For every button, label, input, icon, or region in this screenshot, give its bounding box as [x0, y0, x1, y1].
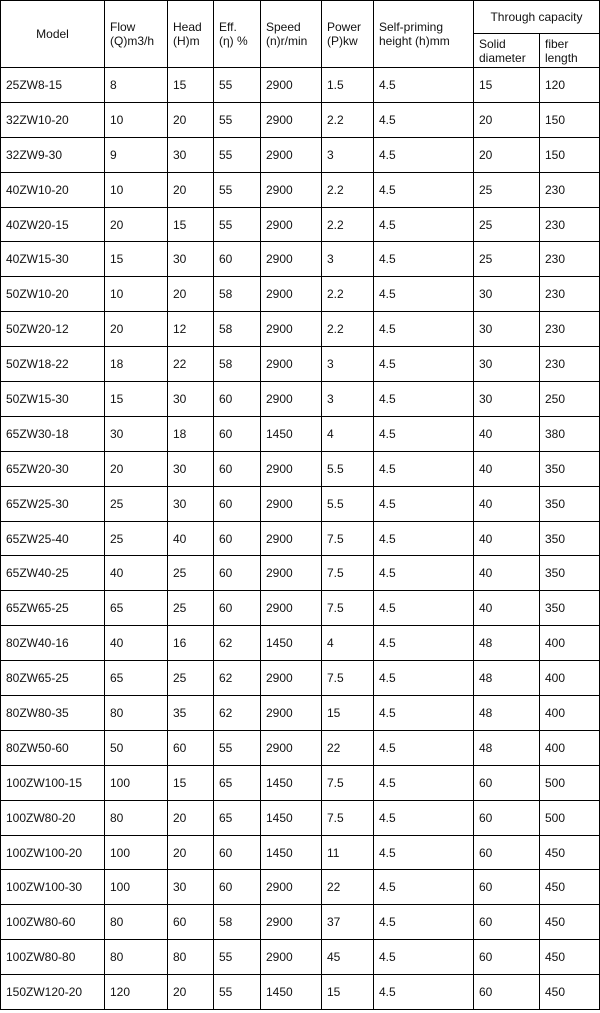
solid-diameter-cell: 48	[474, 730, 540, 765]
fiber-length-cell: 450	[540, 905, 600, 940]
power-cell: 1.5	[322, 68, 374, 103]
flow-cell: 120	[105, 975, 168, 1010]
power-cell: 7.5	[322, 765, 374, 800]
speed-cell: 1450	[261, 975, 322, 1010]
flow-cell: 100	[105, 835, 168, 870]
speed-cell: 1450	[261, 416, 322, 451]
header-self-priming	[374, 1, 474, 68]
self-priming-cell: 4.5	[374, 137, 474, 172]
solid-diameter-cell: 60	[474, 905, 540, 940]
table-row	[1, 661, 600, 696]
table-row	[1, 451, 600, 486]
self-priming-cell: 4.5	[374, 800, 474, 835]
table-row	[1, 382, 600, 417]
flow-cell: 20	[105, 451, 168, 486]
efficiency-cell: 58	[214, 312, 261, 347]
table-row	[1, 975, 600, 1010]
self-priming-cell: 4.5	[374, 486, 474, 521]
table-body	[1, 68, 600, 1010]
solid-diameter-cell: 40	[474, 591, 540, 626]
table-row	[1, 626, 600, 661]
table-row	[1, 416, 600, 451]
solid-diameter-cell: 40	[474, 521, 540, 556]
solid-diameter-cell: 48	[474, 626, 540, 661]
self-priming-cell: 4.5	[374, 905, 474, 940]
fiber-length-cell: 120	[540, 68, 600, 103]
speed-cell: 1450	[261, 835, 322, 870]
table-row	[1, 696, 600, 731]
header-power	[322, 1, 374, 68]
fiber-length-cell: 500	[540, 800, 600, 835]
table-row	[1, 172, 600, 207]
table-row	[1, 68, 600, 103]
efficiency-cell: 60	[214, 835, 261, 870]
head-cell: 30	[168, 870, 214, 905]
power-cell: 3	[322, 347, 374, 382]
fiber-length-cell: 450	[540, 870, 600, 905]
model-cell: 100ZW80-60	[1, 905, 105, 940]
header-self-priming-line1: Self-priming	[379, 20, 444, 34]
header-flow-line2: (Q)m3/h	[110, 34, 155, 48]
header-speed-line2: (n)r/min	[266, 34, 308, 48]
head-cell: 20	[168, 277, 214, 312]
table-row	[1, 800, 600, 835]
fiber-length-cell: 500	[540, 765, 600, 800]
table-header	[1, 1, 600, 68]
efficiency-cell: 60	[214, 416, 261, 451]
solid-diameter-cell: 48	[474, 661, 540, 696]
fiber-length-cell: 150	[540, 137, 600, 172]
fiber-length-cell: 230	[540, 277, 600, 312]
head-cell: 22	[168, 347, 214, 382]
head-cell: 15	[168, 765, 214, 800]
head-cell: 30	[168, 242, 214, 277]
efficiency-cell: 65	[214, 765, 261, 800]
efficiency-cell: 60	[214, 486, 261, 521]
flow-cell: 15	[105, 382, 168, 417]
fiber-length-cell: 450	[540, 940, 600, 975]
head-cell: 30	[168, 137, 214, 172]
head-cell: 30	[168, 382, 214, 417]
flow-cell: 25	[105, 486, 168, 521]
speed-cell: 1450	[261, 626, 322, 661]
self-priming-cell: 4.5	[374, 312, 474, 347]
flow-cell: 80	[105, 905, 168, 940]
power-cell: 22	[322, 870, 374, 905]
flow-cell: 80	[105, 940, 168, 975]
header-solid-diameter	[474, 34, 540, 68]
model-cell: 32ZW9-30	[1, 137, 105, 172]
head-cell: 35	[168, 696, 214, 731]
speed-cell: 2900	[261, 242, 322, 277]
head-cell: 12	[168, 312, 214, 347]
flow-cell: 80	[105, 800, 168, 835]
flow-cell: 18	[105, 347, 168, 382]
fiber-length-cell: 450	[540, 975, 600, 1010]
head-cell: 25	[168, 591, 214, 626]
efficiency-cell: 60	[214, 591, 261, 626]
self-priming-cell: 4.5	[374, 521, 474, 556]
speed-cell: 2900	[261, 172, 322, 207]
fiber-length-cell: 350	[540, 556, 600, 591]
fiber-length-cell: 230	[540, 242, 600, 277]
speed-cell: 2900	[261, 347, 322, 382]
model-cell: 50ZW15-30	[1, 382, 105, 417]
head-cell: 30	[168, 486, 214, 521]
table-row	[1, 591, 600, 626]
table-row	[1, 207, 600, 242]
model-cell: 100ZW100-20	[1, 835, 105, 870]
power-cell: 15	[322, 696, 374, 731]
head-cell: 40	[168, 521, 214, 556]
model-cell: 65ZW30-18	[1, 416, 105, 451]
efficiency-cell: 58	[214, 347, 261, 382]
efficiency-cell: 58	[214, 277, 261, 312]
flow-cell: 10	[105, 277, 168, 312]
power-cell: 3	[322, 382, 374, 417]
header-fiber-line1: fiber	[545, 36, 569, 51]
self-priming-cell: 4.5	[374, 730, 474, 765]
header-solid-line2: diameter	[479, 50, 526, 65]
solid-diameter-cell: 40	[474, 416, 540, 451]
speed-cell: 1450	[261, 800, 322, 835]
power-cell: 3	[322, 137, 374, 172]
model-cell: 65ZW25-30	[1, 486, 105, 521]
speed-cell: 2900	[261, 102, 322, 137]
speed-cell: 2900	[261, 870, 322, 905]
header-power-line2: (P)kw	[327, 34, 358, 48]
efficiency-cell: 55	[214, 730, 261, 765]
power-cell: 2.2	[322, 207, 374, 242]
speed-cell: 2900	[261, 591, 322, 626]
flow-cell: 65	[105, 661, 168, 696]
fiber-length-cell: 450	[540, 835, 600, 870]
flow-cell: 8	[105, 68, 168, 103]
table-row	[1, 312, 600, 347]
solid-diameter-cell: 20	[474, 102, 540, 137]
self-priming-cell: 4.5	[374, 172, 474, 207]
header-head	[168, 1, 214, 68]
self-priming-cell: 4.5	[374, 870, 474, 905]
solid-diameter-cell: 60	[474, 870, 540, 905]
head-cell: 15	[168, 207, 214, 242]
table-row	[1, 486, 600, 521]
power-cell: 7.5	[322, 591, 374, 626]
power-cell: 7.5	[322, 661, 374, 696]
flow-cell: 40	[105, 556, 168, 591]
head-cell: 18	[168, 416, 214, 451]
model-cell: 65ZW25-40	[1, 521, 105, 556]
self-priming-cell: 4.5	[374, 835, 474, 870]
flow-cell: 100	[105, 765, 168, 800]
header-flow-line1: Flow	[110, 20, 136, 34]
model-cell: 40ZW10-20	[1, 172, 105, 207]
flow-cell: 10	[105, 102, 168, 137]
model-cell: 80ZW40-16	[1, 626, 105, 661]
power-cell: 15	[322, 975, 374, 1010]
header-efficiency	[214, 1, 261, 68]
efficiency-cell: 60	[214, 870, 261, 905]
fiber-length-cell: 230	[540, 172, 600, 207]
efficiency-cell: 58	[214, 905, 261, 940]
speed-cell: 1450	[261, 765, 322, 800]
efficiency-cell: 55	[214, 137, 261, 172]
table-row	[1, 242, 600, 277]
head-cell: 25	[168, 556, 214, 591]
flow-cell: 20	[105, 207, 168, 242]
efficiency-cell: 60	[214, 521, 261, 556]
self-priming-cell: 4.5	[374, 416, 474, 451]
head-cell: 20	[168, 172, 214, 207]
efficiency-cell: 62	[214, 696, 261, 731]
self-priming-cell: 4.5	[374, 661, 474, 696]
table-row	[1, 905, 600, 940]
speed-cell: 2900	[261, 68, 322, 103]
table-row	[1, 137, 600, 172]
fiber-length-cell: 250	[540, 382, 600, 417]
self-priming-cell: 4.5	[374, 451, 474, 486]
model-cell: 100ZW100-15	[1, 765, 105, 800]
efficiency-cell: 55	[214, 207, 261, 242]
self-priming-cell: 4.5	[374, 347, 474, 382]
power-cell: 2.2	[322, 172, 374, 207]
flow-cell: 10	[105, 172, 168, 207]
model-cell: 80ZW65-25	[1, 661, 105, 696]
model-cell: 100ZW80-20	[1, 800, 105, 835]
speed-cell: 2900	[261, 730, 322, 765]
table-row	[1, 102, 600, 137]
speed-cell: 2900	[261, 521, 322, 556]
flow-cell: 9	[105, 137, 168, 172]
efficiency-cell: 60	[214, 451, 261, 486]
table-row	[1, 521, 600, 556]
fiber-length-cell: 400	[540, 696, 600, 731]
flow-cell: 20	[105, 312, 168, 347]
self-priming-cell: 4.5	[374, 277, 474, 312]
self-priming-cell: 4.5	[374, 591, 474, 626]
fiber-length-cell: 350	[540, 486, 600, 521]
solid-diameter-cell: 40	[474, 556, 540, 591]
solid-diameter-cell: 20	[474, 137, 540, 172]
fiber-length-cell: 400	[540, 661, 600, 696]
speed-cell: 2900	[261, 312, 322, 347]
solid-diameter-cell: 60	[474, 975, 540, 1010]
self-priming-cell: 4.5	[374, 68, 474, 103]
self-priming-cell: 4.5	[374, 975, 474, 1010]
fiber-length-cell: 230	[540, 207, 600, 242]
head-cell: 20	[168, 800, 214, 835]
speed-cell: 2900	[261, 661, 322, 696]
efficiency-cell: 62	[214, 661, 261, 696]
power-cell: 2.2	[322, 277, 374, 312]
fiber-length-cell: 350	[540, 451, 600, 486]
efficiency-cell: 55	[214, 940, 261, 975]
solid-diameter-cell: 25	[474, 207, 540, 242]
solid-diameter-cell: 15	[474, 68, 540, 103]
power-cell: 2.2	[322, 102, 374, 137]
head-cell: 16	[168, 626, 214, 661]
flow-cell: 40	[105, 626, 168, 661]
self-priming-cell: 4.5	[374, 382, 474, 417]
speed-cell: 2900	[261, 137, 322, 172]
solid-diameter-cell: 25	[474, 172, 540, 207]
power-cell: 45	[322, 940, 374, 975]
table-row	[1, 556, 600, 591]
solid-diameter-cell: 30	[474, 382, 540, 417]
table-row	[1, 835, 600, 870]
solid-diameter-cell: 48	[474, 696, 540, 731]
model-cell: 100ZW100-30	[1, 870, 105, 905]
efficiency-cell: 60	[214, 556, 261, 591]
model-cell: 150ZW120-20	[1, 975, 105, 1010]
power-cell: 2.2	[322, 312, 374, 347]
power-cell: 7.5	[322, 556, 374, 591]
speed-cell: 2900	[261, 382, 322, 417]
efficiency-cell: 55	[214, 102, 261, 137]
efficiency-cell: 60	[214, 242, 261, 277]
solid-diameter-cell: 60	[474, 800, 540, 835]
power-cell: 5.5	[322, 451, 374, 486]
power-cell: 4	[322, 626, 374, 661]
table-row	[1, 940, 600, 975]
header-model: Model	[1, 1, 105, 68]
head-cell: 20	[168, 835, 214, 870]
model-cell: 32ZW10-20	[1, 102, 105, 137]
head-cell: 25	[168, 661, 214, 696]
speed-cell: 2900	[261, 696, 322, 731]
header-solid-line1: Solid	[479, 36, 506, 51]
model-cell: 40ZW20-15	[1, 207, 105, 242]
flow-cell: 100	[105, 870, 168, 905]
fiber-length-cell: 400	[540, 730, 600, 765]
power-cell: 5.5	[322, 486, 374, 521]
flow-cell: 30	[105, 416, 168, 451]
model-cell: 65ZW40-25	[1, 556, 105, 591]
self-priming-cell: 4.5	[374, 696, 474, 731]
self-priming-cell: 4.5	[374, 940, 474, 975]
model-cell: 50ZW18-22	[1, 347, 105, 382]
solid-diameter-cell: 60	[474, 765, 540, 800]
self-priming-cell: 4.5	[374, 556, 474, 591]
solid-diameter-cell: 30	[474, 347, 540, 382]
solid-diameter-cell: 25	[474, 242, 540, 277]
flow-cell: 80	[105, 696, 168, 731]
speed-cell: 2900	[261, 277, 322, 312]
fiber-length-cell: 400	[540, 626, 600, 661]
fiber-length-cell: 230	[540, 312, 600, 347]
efficiency-cell: 62	[214, 626, 261, 661]
model-cell: 40ZW15-30	[1, 242, 105, 277]
power-cell: 4	[322, 416, 374, 451]
header-speed-line1: Speed	[266, 20, 301, 34]
header-speed	[261, 1, 322, 68]
solid-diameter-cell: 40	[474, 451, 540, 486]
efficiency-cell: 60	[214, 382, 261, 417]
solid-diameter-cell: 30	[474, 277, 540, 312]
head-cell: 60	[168, 905, 214, 940]
header-head-line2: (H)m	[173, 34, 200, 48]
power-cell: 37	[322, 905, 374, 940]
speed-cell: 2900	[261, 451, 322, 486]
header-fiber-length	[540, 34, 600, 68]
power-cell: 3	[322, 242, 374, 277]
head-cell: 60	[168, 730, 214, 765]
header-power-line1: Power	[327, 20, 362, 34]
head-cell: 20	[168, 102, 214, 137]
efficiency-cell: 65	[214, 800, 261, 835]
solid-diameter-cell: 60	[474, 940, 540, 975]
fiber-length-cell: 150	[540, 102, 600, 137]
power-cell: 11	[322, 835, 374, 870]
self-priming-cell: 4.5	[374, 207, 474, 242]
power-cell: 22	[322, 730, 374, 765]
header-fiber-line2: length	[545, 50, 578, 65]
head-cell: 20	[168, 975, 214, 1010]
model-cell: 25ZW8-15	[1, 68, 105, 103]
efficiency-cell: 55	[214, 68, 261, 103]
table-row	[1, 277, 600, 312]
self-priming-cell: 4.5	[374, 765, 474, 800]
speed-cell: 2900	[261, 905, 322, 940]
flow-cell: 50	[105, 730, 168, 765]
table-row	[1, 765, 600, 800]
header-eff-line1: Eff.	[219, 20, 237, 34]
fiber-length-cell: 230	[540, 347, 600, 382]
power-cell: 7.5	[322, 800, 374, 835]
table-row	[1, 870, 600, 905]
head-cell: 80	[168, 940, 214, 975]
speed-cell: 2900	[261, 556, 322, 591]
model-cell: 50ZW20-12	[1, 312, 105, 347]
solid-diameter-cell: 60	[474, 835, 540, 870]
self-priming-cell: 4.5	[374, 102, 474, 137]
header-through-capacity: Through capacity	[474, 1, 600, 34]
model-cell: 80ZW80-35	[1, 696, 105, 731]
header-eff-line2: (η) %	[219, 34, 248, 48]
self-priming-cell: 4.5	[374, 626, 474, 661]
head-cell: 15	[168, 68, 214, 103]
flow-cell: 15	[105, 242, 168, 277]
fiber-length-cell: 380	[540, 416, 600, 451]
flow-cell: 65	[105, 591, 168, 626]
model-cell: 80ZW50-60	[1, 730, 105, 765]
power-cell: 7.5	[322, 521, 374, 556]
self-priming-cell: 4.5	[374, 242, 474, 277]
model-cell: 50ZW10-20	[1, 277, 105, 312]
table-row	[1, 730, 600, 765]
header-self-priming-line2: height (h)mm	[379, 34, 450, 48]
speed-cell: 2900	[261, 207, 322, 242]
solid-diameter-cell: 40	[474, 486, 540, 521]
head-cell: 30	[168, 451, 214, 486]
efficiency-cell: 55	[214, 172, 261, 207]
flow-cell: 25	[105, 521, 168, 556]
efficiency-cell: 55	[214, 975, 261, 1010]
model-cell: 65ZW65-25	[1, 591, 105, 626]
model-cell: 100ZW80-80	[1, 940, 105, 975]
model-cell: 65ZW20-30	[1, 451, 105, 486]
solid-diameter-cell: 30	[474, 312, 540, 347]
header-head-line1: Head	[173, 20, 202, 34]
speed-cell: 2900	[261, 940, 322, 975]
speed-cell: 2900	[261, 486, 322, 521]
table-row	[1, 347, 600, 382]
fiber-length-cell: 350	[540, 591, 600, 626]
header-flow	[105, 1, 168, 68]
fiber-length-cell: 350	[540, 521, 600, 556]
